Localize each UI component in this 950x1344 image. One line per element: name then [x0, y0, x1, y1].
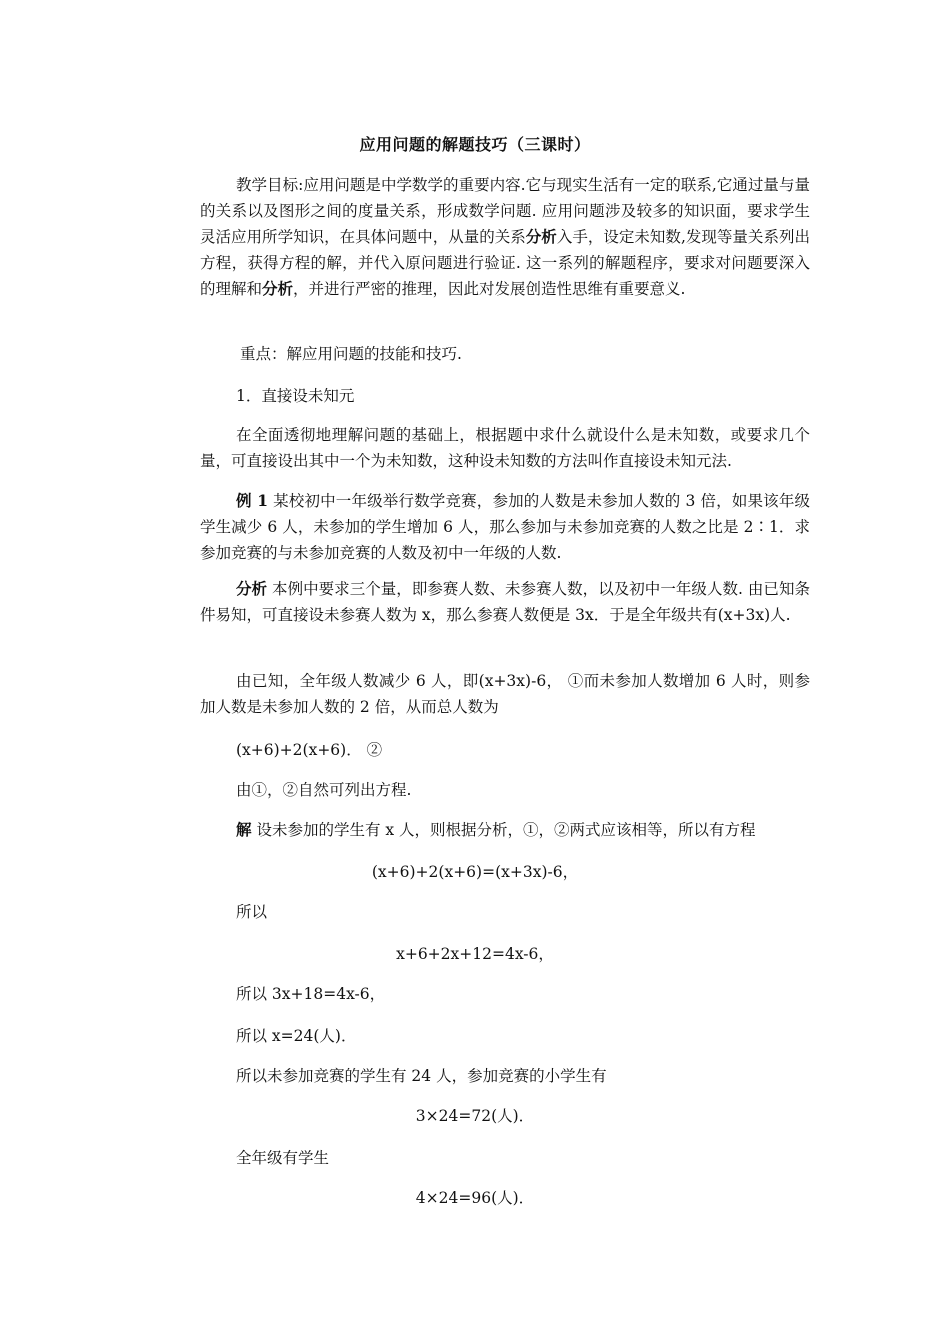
analysis-paragraph	[200, 576, 810, 628]
so-line-3: 所以 x=24(人)．	[236, 1027, 357, 1045]
solution-line	[236, 818, 756, 840]
so-line-1: 所以	[236, 903, 268, 921]
objective-bold-2: 分析	[262, 279, 294, 298]
analysis-label: 分析	[236, 579, 268, 598]
objective-text-2: 入手，设定未知数,发现等量关系列出方程，获得方程的解，并代入原问题进行验证. 这一系列的解题程序，要求对问题要深入的理解和	[200, 228, 810, 298]
equation-2: x+6+2x+12=4x-6，	[396, 945, 554, 963]
example-1-label: 例 1	[236, 491, 269, 510]
conclusion-1: 所以未参加竞赛的学生有 24 人，参加竞赛的小学生有	[236, 1067, 607, 1085]
analysis-paragraph-2: 由已知，全年级人数减少 6 人，即(x+3x)-6， ①而未参加人数增加 6 人时，则参加人数是未参加人数的 2 倍，从而总人数为	[200, 672, 810, 716]
objective-bold-1: 分析	[525, 227, 557, 246]
so-line-2: 所以 3x+18=4x-6，	[236, 985, 386, 1003]
solution-text: 设未参加的学生有 x 人，则根据分析，①，②两式应该相等，所以有方程	[251, 821, 756, 839]
key-point: 重点：解应用问题的技能和技巧.	[240, 345, 462, 363]
equation-3: 3×24=72(人)．	[415, 1107, 535, 1125]
conclusion-2: 全年级有学生	[236, 1149, 330, 1167]
solution-label: 解	[236, 820, 252, 839]
teaching-objective	[200, 172, 810, 302]
example-1	[200, 488, 810, 566]
page-title: 应用问题的解题技巧（三课时）	[359, 135, 591, 154]
example-1-text: 某校初中一年级举行数学竞赛，参加的人数是未参加人数的 3 倍，如果该年级学生减少 6 人，未参加的学生增加 6 人，那么参加与未参加竞赛的人数之比是 2∶1．求参加竞赛的与未参加竞赛的人数及初中一年级的人数.	[200, 492, 810, 562]
section-1-intro: 在全面透彻地理解问题的基础上，根据题中求什么就设什么是未知数，或要求几个量，可直接设出其中一个为未知数，这种设未知数的方法叫作直接设未知元法.	[200, 426, 810, 470]
objective-text-3: ，并进行严密的推理，因此对发展创造性思维有重要意义.	[293, 280, 686, 298]
analysis-text: 本例中要求三个量，即参赛人数、未参赛人数，以及初中一年级人数. 由已知条件易知，可直接设未参赛人数为 x，那么参赛人数便是 3x．于是全年级共有(x+3x)人.	[200, 580, 810, 624]
equation-derivation-note: 由①，②自然可列出方程.	[236, 781, 412, 799]
objective-text-1: 教学目标:应用问题是中学数学的重要内容.它与现实生活有一定的联系,它通过量与量的关系以及图形之间的度量关系，形成数学问题. 应用问题涉及较多的知识面，要求学生灵活应用所学知识，在具体问题中，从量的关系	[200, 176, 810, 246]
equation-4: 4×24=96(人)．	[415, 1189, 535, 1207]
section-1-title: 1．直接设未知元	[236, 387, 355, 405]
equation-1: (x+6)+2(x+6)=(x+3x)-6，	[371, 863, 579, 881]
expression-2: (x+6)+2(x+6)． ②	[236, 741, 383, 759]
